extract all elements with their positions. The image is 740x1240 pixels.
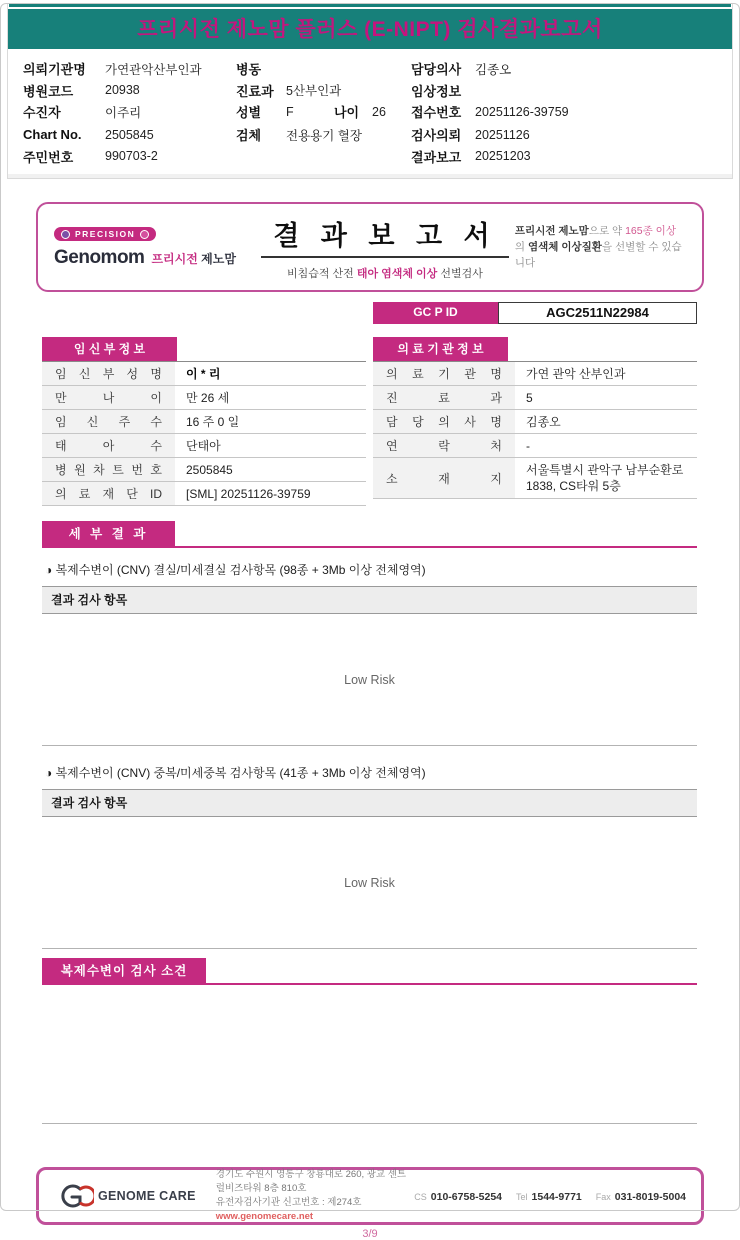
field-label: 검사의뢰	[411, 128, 462, 144]
field-label: 의뢰기관명	[23, 62, 86, 78]
detail-section-header	[42, 521, 697, 548]
cnv-duplication-result: Low Risk	[42, 817, 697, 949]
field-label: 주민번호	[23, 149, 74, 165]
footer-contacts	[414, 1187, 686, 1205]
patient-info-col1	[23, 58, 236, 167]
field-label: 나이	[334, 105, 360, 121]
report-title: 결 과 보 고 서	[273, 220, 497, 251]
report-tagline: 프리시전 제노맘으로 약 165종 이상의 염색체 이상질환을 선별할 수 있습니다	[514, 224, 682, 270]
field-value: 20251203	[475, 149, 531, 164]
patient-info-area	[8, 49, 732, 174]
field-value: 5산부인과	[286, 84, 342, 99]
title-underline	[261, 256, 509, 258]
field-value: 가연관악산부인과	[105, 62, 202, 77]
teal-top-rule	[9, 3, 731, 7]
field-value: 990703-2	[105, 149, 158, 164]
footer-website-link: www.genomecare.net	[215, 1211, 314, 1223]
patient-info-col3	[411, 58, 728, 167]
field-value: 전용용기 혈장	[286, 128, 362, 143]
genomom-logo	[54, 226, 261, 269]
genomecare-logo-text: GENOME CARE	[98, 1189, 196, 1203]
field-label: 병동	[236, 62, 262, 78]
field-label: 병원코드	[23, 83, 74, 99]
precision-label: PRECISION	[75, 229, 136, 239]
genomecare-logo-icon	[54, 1182, 94, 1210]
field-label: 성별	[236, 105, 262, 121]
table-row: 연 락 처 -	[373, 434, 697, 458]
field-label: 접수번호	[411, 105, 462, 121]
table-row: 진 료 과 5	[373, 386, 697, 410]
table-row: 병 원 차 트 번 호 2505845	[42, 458, 366, 482]
cs-contact: CS 010-6758-5254	[414, 1191, 503, 1203]
opinion-content-area	[42, 985, 697, 1124]
cnv-deletion-title: ◑ 복제수변이 (CNV) 결실/미세결실 검사항목 (98종 + 3Mb 이상 전체영역)	[45, 563, 426, 577]
opinion-section-title: 복제수변이 검사 소견	[42, 958, 206, 983]
cnv-duplication-title: ◑ 복제수변이 (CNV) 중복/미세중복 검사항목 (41종 + 3Mb 이상 전체영역)	[45, 766, 426, 780]
gcpid-value: AGC2511N22984	[498, 302, 697, 324]
report-title-block	[261, 214, 509, 281]
report-banner-box	[36, 202, 704, 292]
genomom-korean: 프리시전 제노맘	[151, 251, 236, 266]
mother-info-table	[42, 337, 366, 506]
field-label: 결과보고	[411, 149, 462, 165]
field-value: 26	[372, 104, 386, 119]
fax-contact: Fax 031-8019-5004	[595, 1191, 686, 1203]
footer-address-block	[216, 1168, 415, 1225]
table-row: 임 신 주 수 16 주 0 일	[42, 410, 366, 434]
field-value: 20251126-39759	[475, 104, 569, 119]
footer-address: 경기도 수원시 영통구 창룡대로 260, 광교 센트럴비즈타워 8층 810호	[215, 1168, 407, 1194]
table-row: 의 료 기 관 명 가연 관악 산부인과	[373, 362, 697, 386]
field-value: 20938	[105, 83, 140, 98]
report-subtitle: 비침습적 산전 태아 염색체 이상 선별검사	[286, 267, 483, 280]
table-row: 의 료 재 단 ID [SML] 20251126-39759	[42, 482, 366, 506]
field-label: 검체	[236, 128, 262, 144]
patient-info-col2	[236, 58, 411, 167]
field-value: 2505845	[105, 127, 154, 142]
result-items-header: 결과 검사 항목	[42, 586, 697, 614]
field-label: 담당의사	[411, 62, 462, 78]
footer-license: 유전자검사기관 신고번호 : 제274호	[215, 1197, 362, 1208]
field-label: 임상정보	[411, 83, 462, 99]
tel-contact: Tel 1544-9771	[516, 1191, 582, 1203]
clinic-table-title: 의 료 기 관 정 보	[373, 337, 508, 361]
report-main-title: 프리시전 제노맘 플러스 (E-NIPT) 검사결과보고서	[8, 9, 732, 49]
gcpid-row	[0, 302, 697, 324]
page-number: 3/9	[362, 1228, 378, 1240]
table-row: 임 신 부 성 명 이 * 리	[42, 362, 366, 386]
cnv-deletion-result: Low Risk	[42, 614, 697, 746]
genomom-wordmark: Genomom	[54, 246, 145, 268]
badge-dot-icon	[140, 230, 149, 239]
field-label: 진료과	[236, 83, 274, 99]
field-value: 20251126	[475, 127, 530, 142]
table-row: 담 당 의 사 명 김종오	[373, 410, 697, 434]
table-row: 태 아 수 단태아	[42, 434, 366, 458]
header-bottom-strip	[8, 174, 732, 178]
clinic-info-table	[373, 337, 697, 506]
opinion-section-header	[42, 958, 697, 985]
footer-box	[36, 1167, 704, 1225]
emr-header-block	[7, 3, 733, 179]
precision-badge	[54, 227, 156, 241]
table-row: 소 재 지 서울특별시 관악구 남부순환로 1838, CS타워 5층	[373, 458, 697, 499]
detail-section-title: 세 부 결 과	[42, 521, 175, 546]
field-label: Chart No.	[23, 127, 82, 143]
field-value: 김종오	[475, 62, 512, 77]
field-label: 수진자	[23, 105, 61, 121]
result-items-header: 결과 검사 항목	[42, 789, 697, 817]
mother-table-title: 임 신 부 정 보	[42, 337, 177, 361]
gcpid-label: GC P ID	[373, 302, 498, 324]
field-value: 이주리	[105, 105, 142, 120]
badge-dot-icon	[61, 230, 70, 239]
field-value: F	[286, 104, 294, 119]
table-row: 만 나 이 만 26 세	[42, 386, 366, 410]
